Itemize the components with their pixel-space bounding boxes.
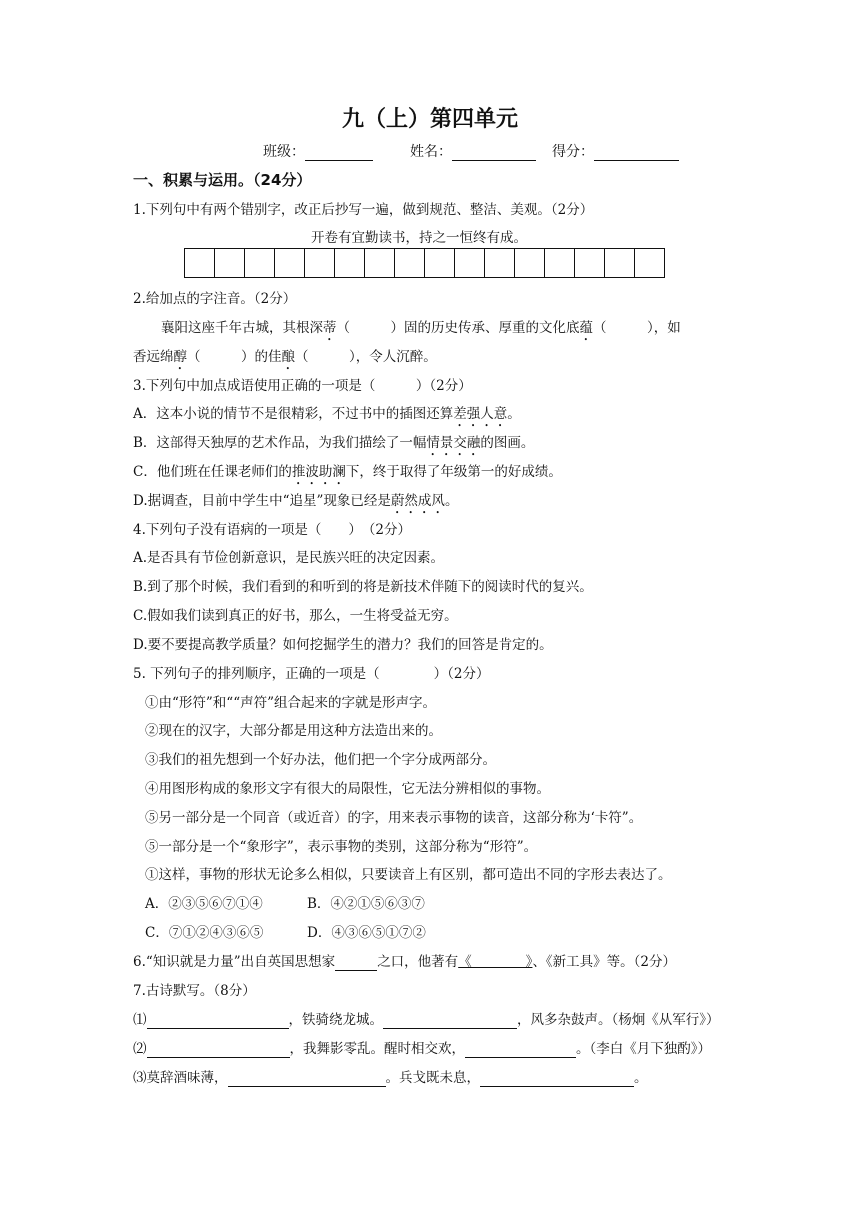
class-field	[263, 143, 373, 161]
grid-cell[interactable]	[545, 248, 575, 278]
text: 香远绵	[133, 349, 174, 365]
poem-blank[interactable]	[147, 1013, 289, 1029]
text: 。兵戈既未息，	[385, 1070, 480, 1086]
text: ，铁骑绕龙城。	[288, 1012, 383, 1028]
writing-grid	[184, 248, 665, 278]
q4-option-a: A.是否具有节俭创新意识，是民族兴旺的决定因素。	[133, 550, 445, 566]
dotted-char: 酿	[281, 349, 295, 365]
book-blank[interactable]: 《 》	[458, 954, 533, 970]
grid-cell[interactable]	[305, 248, 335, 278]
name-field	[410, 143, 536, 161]
text: ⑴	[133, 1012, 147, 1028]
q2-stem: 2.给加点的字注音。（2分）	[133, 291, 297, 307]
q7-line3	[133, 1069, 648, 1087]
class-label: 班级：	[263, 144, 305, 160]
score-field	[552, 143, 679, 161]
grid-cell[interactable]	[275, 248, 305, 278]
text: 之口，他著有	[377, 954, 459, 970]
section-heading: 一、积累与运用。（24分）	[133, 171, 312, 189]
q7-line2	[133, 1040, 711, 1058]
q4-option-d: D.要不要提高教学质量？如何挖掘学生的潜力？我们的回答是肯定的。	[133, 637, 553, 653]
q5-stem: 5. 下列句子的排列顺序，正确的一项是（ ）（2分）	[133, 666, 490, 682]
q3-option-d	[133, 492, 458, 517]
grid-cell[interactable]	[185, 248, 215, 278]
text: （ ），令人沉醉。	[295, 349, 437, 365]
text: 。	[444, 493, 459, 509]
q3-stem: 3.下列句中加点成语使用正确的一项是（ ）（2分）	[133, 378, 472, 394]
dotted-char: 醇	[173, 349, 187, 365]
q3-option-b	[133, 434, 534, 459]
poem-blank[interactable]	[147, 1042, 290, 1058]
q1-sentence: 开卷有宜勤读书，持之一恒终有成。	[311, 230, 527, 246]
q7-stem: 7.古诗默写。（8分）	[133, 983, 256, 999]
q2-line2	[133, 348, 437, 373]
text: ⑶莫辞酒味薄，	[133, 1070, 228, 1086]
grid-cell[interactable]	[575, 248, 605, 278]
grid-cell[interactable]	[455, 248, 485, 278]
q5-option-d: D．④③⑥⑤①⑦②	[307, 925, 426, 941]
page-title: 九（上）第四单元	[341, 107, 518, 132]
text: （ ）的佳	[187, 349, 282, 365]
q2-line1	[161, 319, 681, 344]
text: （ ），如	[593, 320, 681, 336]
score-label: 得分：	[552, 144, 594, 160]
thinker-blank[interactable]	[335, 955, 377, 971]
q5-sentence: ⑤另一部分是一个同音（或近音）的字，用来表示事物的读音，这部分称为‘卡符”。	[145, 810, 643, 826]
score-blank[interactable]	[594, 145, 679, 161]
text: 6.“知识就是力量”出自英国思想家	[133, 954, 336, 970]
q5-sentence: ③我们的祖先想到一个好办法，他们把一个字分成两部分。	[145, 752, 496, 768]
grid-cell[interactable]	[245, 248, 275, 278]
poem-blank[interactable]	[383, 1013, 517, 1029]
grid-cell[interactable]	[395, 248, 425, 278]
text: 襄阳这座千年古城，其根深	[161, 320, 323, 336]
q4-option-b: B.到了那个时候，我们看到的和听到的将是新技术伴随下的阅读时代的复兴。	[133, 579, 593, 595]
q5-sentence: ①这样，事物的形状无论多么相似，只要读音上有区别，都可造出不同的字形去表达了。	[145, 867, 672, 883]
grid-cell[interactable]	[425, 248, 455, 278]
grid-cell[interactable]	[515, 248, 545, 278]
grid-cell[interactable]	[335, 248, 365, 278]
text: 下，终于取得了年级第一的好成绩。	[345, 464, 562, 480]
q4-option-c: C.假如我们读到真正的好书，那么，一生将受益无穷。	[133, 608, 458, 624]
grid-cell[interactable]	[215, 248, 245, 278]
grid-cell[interactable]	[605, 248, 635, 278]
text: （ ）固的历史传承、厚重的文化底	[336, 320, 580, 336]
q3-option-c	[133, 463, 562, 488]
q5-sentence: ④用图形构成的象形文字有很大的局限性，它无法分辨相似的事物。	[145, 781, 550, 797]
dotted-idiom: 情景交融	[426, 435, 481, 451]
q5-sentence: ①由“形符”和““声符”组合起来的字就是形声字。	[145, 695, 437, 711]
text: C．他们班在任课老师们的	[133, 464, 292, 480]
text: 、《新工具》等。（2分）	[532, 954, 677, 970]
class-blank[interactable]	[305, 145, 373, 161]
q6-line	[133, 953, 676, 971]
dotted-char: 蒂	[323, 320, 337, 336]
text: B．这部得天独厚的艺术作品，为我们描绘了一幅	[133, 435, 427, 451]
dotted-idiom: 推波助澜	[291, 464, 346, 480]
grid-cell[interactable]	[635, 248, 665, 278]
q7-line1	[133, 1011, 720, 1029]
text: ，我舞影零乱。醒时相交欢，	[289, 1041, 465, 1057]
q5-option-b: B．④②①⑤⑥③⑦	[307, 896, 425, 912]
q3-option-a	[133, 405, 521, 430]
dotted-char: 蕴	[579, 320, 593, 336]
q5-option-c: C．⑦①②④③⑥⑤	[145, 925, 264, 941]
q5-sentence: ⑤一部分是一个“象形字”，表示事物的类别，这部分称为“形符”。	[145, 839, 538, 855]
q1-stem: 1.下列句中有两个错别字，改正后抄写一遍，做到规范、整洁、美观。（2分）	[133, 202, 594, 218]
text: 的图画。	[480, 435, 535, 451]
grid-cell[interactable]	[485, 248, 515, 278]
dotted-idiom: 差强人意	[453, 406, 508, 422]
text: 。（李白《月下独酌》）	[576, 1041, 711, 1057]
text: ⑵	[133, 1041, 147, 1057]
q5-sentence: ②现在的汉字，大部分都是用这种方法造出来的。	[145, 723, 442, 739]
grid-cell[interactable]	[365, 248, 395, 278]
poem-blank[interactable]	[228, 1071, 386, 1087]
text: 。	[507, 406, 521, 422]
dotted-idiom: 蔚然成风	[390, 493, 445, 509]
poem-blank[interactable]	[465, 1042, 576, 1058]
text: D.据调查，目前中学生中“追星”现象已经是	[133, 493, 391, 509]
name-label: 姓名：	[410, 144, 452, 160]
poem-blank[interactable]	[480, 1071, 634, 1087]
q4-stem: 4.下列句子没有语病的一项是（ ） （2分）	[133, 522, 411, 538]
text: 。	[634, 1070, 648, 1086]
q5-option-a: A．②③⑤⑥⑦①④	[145, 896, 263, 912]
text: ，风多杂鼓声。（杨炯《从军行》）	[517, 1012, 720, 1028]
name-blank[interactable]	[452, 145, 536, 161]
text: A．这本小说的情节不是很精彩，不过书中的插图还算	[133, 406, 454, 422]
